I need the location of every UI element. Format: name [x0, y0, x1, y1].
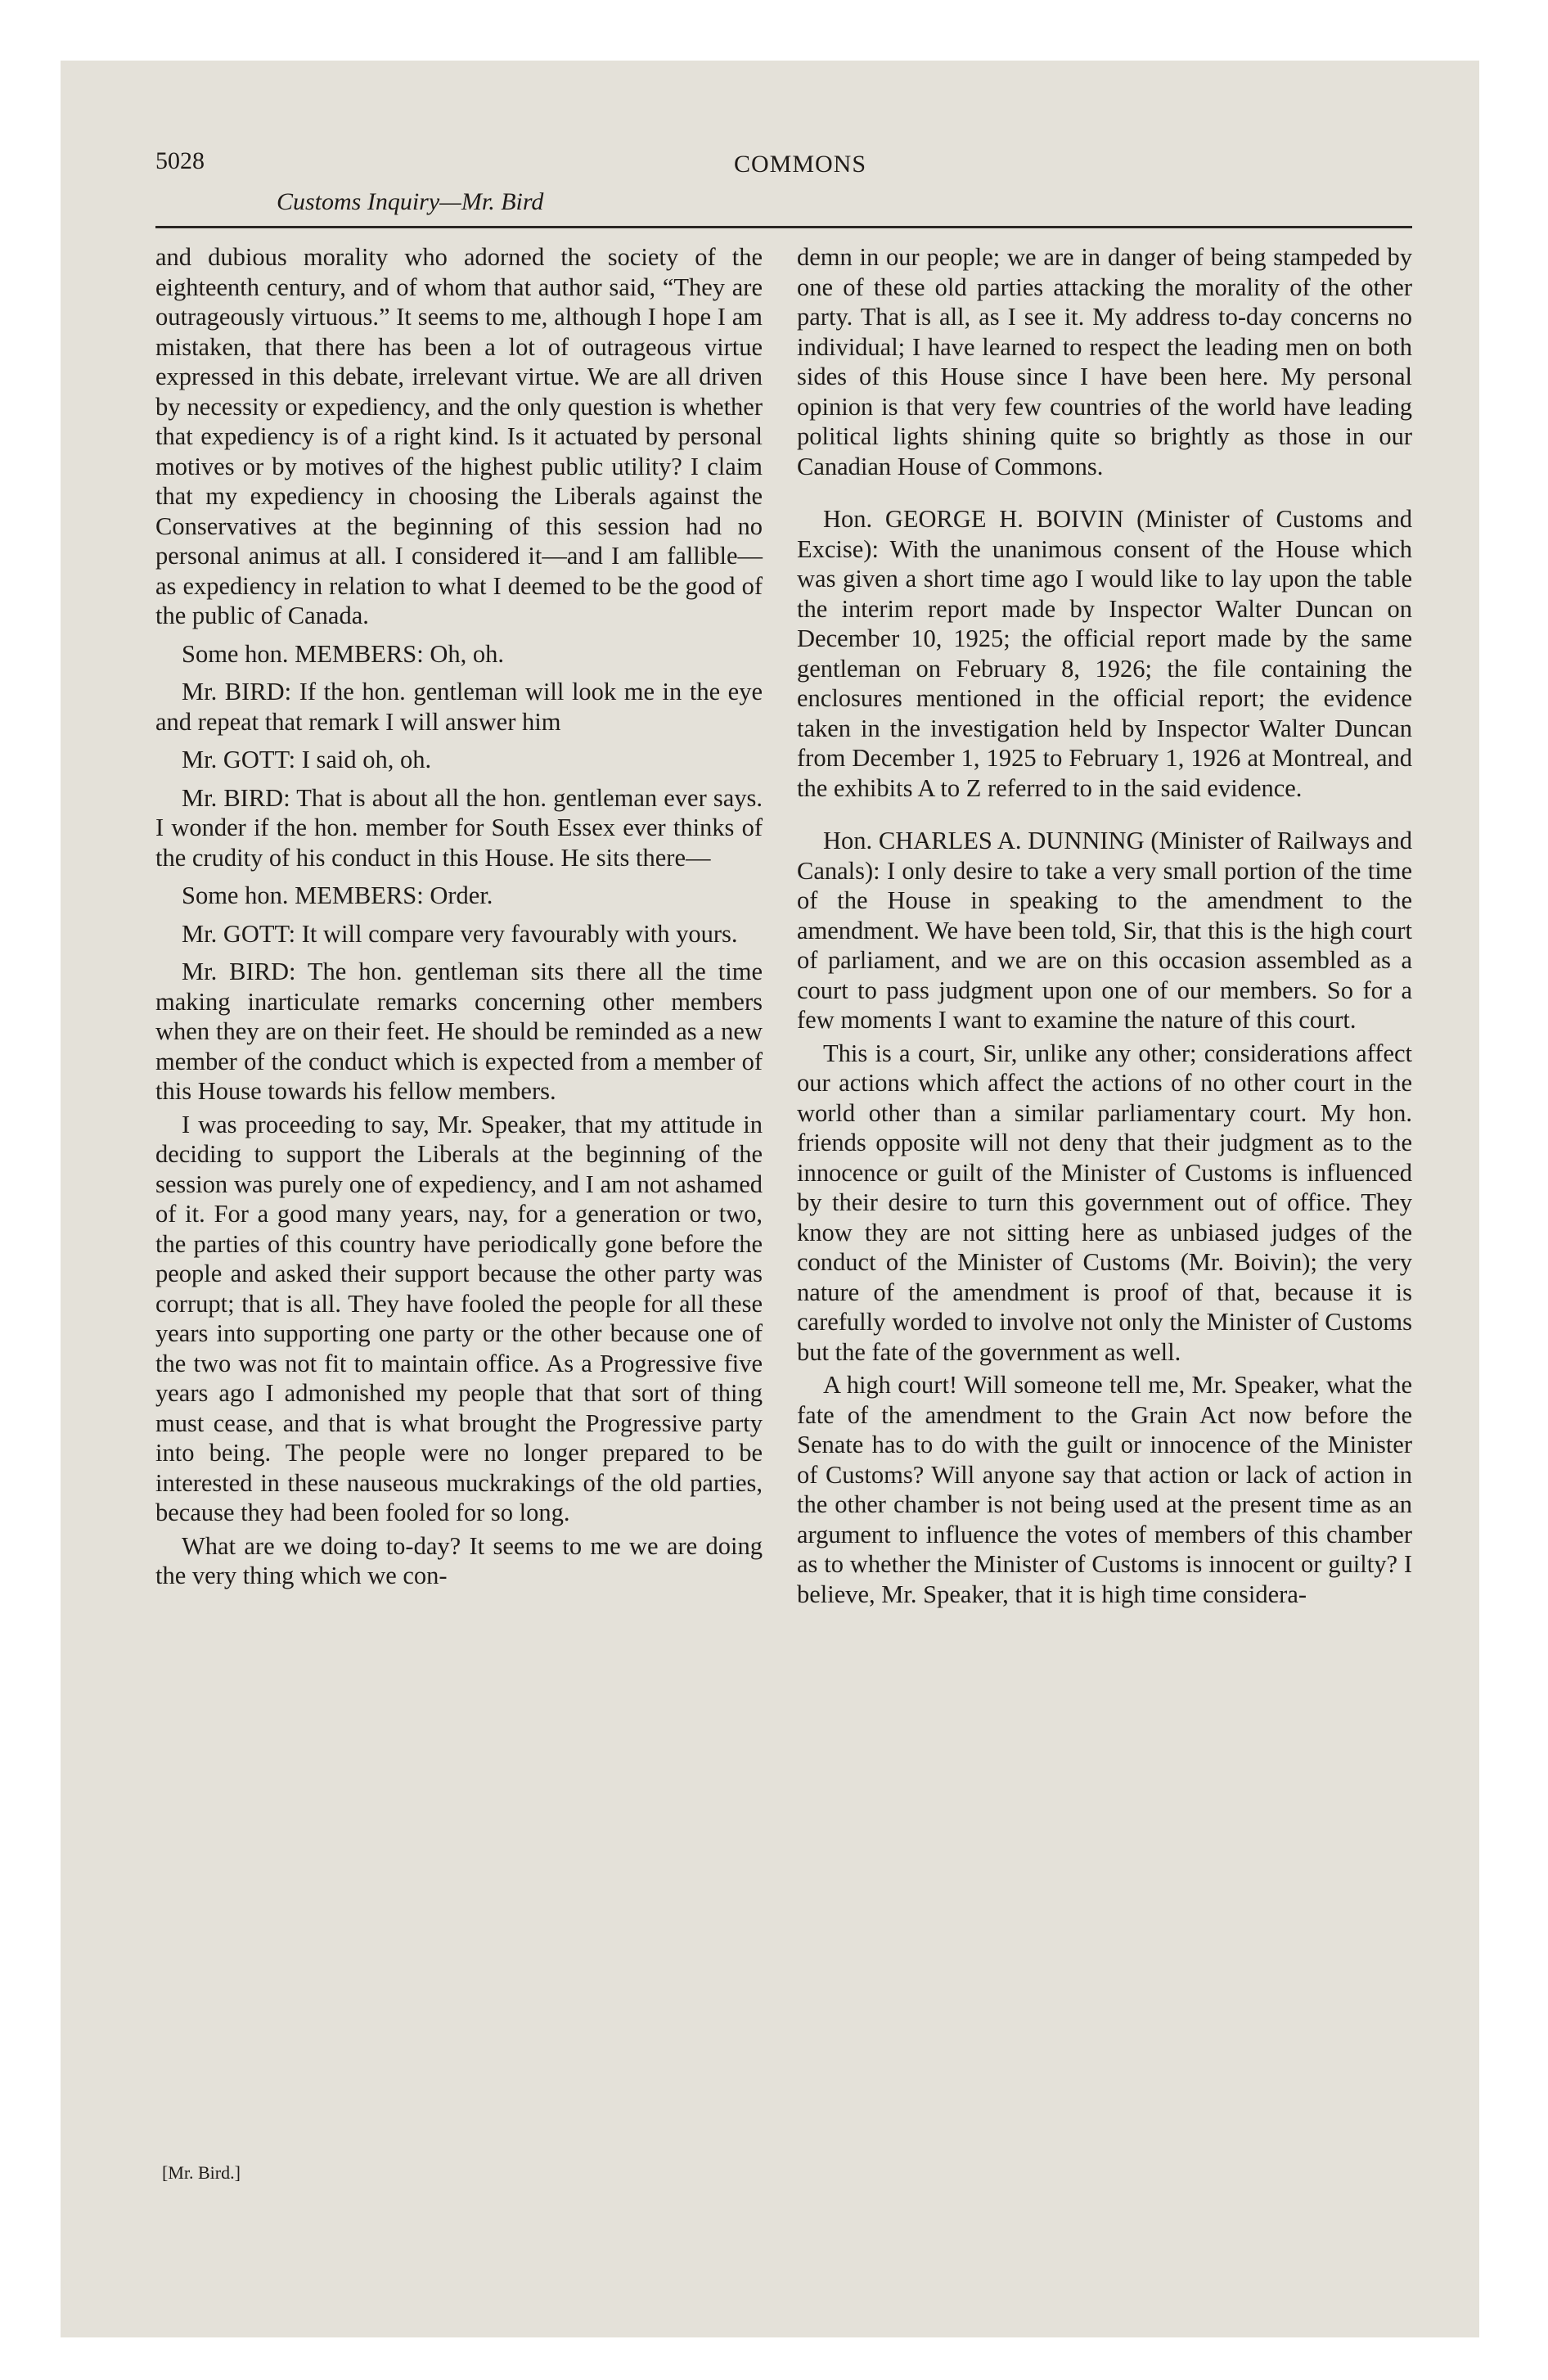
- journal-title: COMMONS: [733, 151, 867, 178]
- page-number: 5028: [155, 147, 205, 174]
- paragraph: Mr. GOTT: It will compare very favourably with yours.: [182, 919, 738, 948]
- paragraph: Mr. BIRD: If the hon. gentleman will look me in the eye and repeat that remark I will answer him: [155, 678, 763, 736]
- header-rule: [155, 226, 1412, 228]
- paragraph: Mr. GOTT: I said oh, oh.: [182, 746, 432, 773]
- left-column: [155, 242, 763, 1591]
- paragraph: This is a court, Sir, unlike any other; considerations affect our actions which affect the actions of no other court in the world other than a similar parliamentary court. My hon. friends opposite will not deny that their judgment as to the innocence or guilt of the Minister of Customs is influenced by their desire to turn this government out of office. They know they are not sitting here as unbiased judges of the conduct of the Minister of Customs (Mr. Boivin); the very nature of the amendment is proof of that, because it is carefully worded to involve not only the Minister of Customs but the fate of the government as well.: [797, 1039, 1412, 1366]
- paragraph: I was proceeding to say, Mr. Speaker, that my attitude in deciding to support the Liberals at the beginning of the session was purely one of expediency, and I am not ashamed of it. For a good many years, nay, for a generation or two, the parties of this country have periodically gone before the people and asked their support because the other party was corrupt; that is all. They have fooled the people for all these years into supporting one party or the other because one of the two was not fit to maintain office. As a Progressive five years ago I admonished my people that that sort of thing must cease, and that is what brought the Progressive party into being. The people were no longer prepared to be interested in these nauseous muckrakings of the old parties, because they had been fooled for so long.: [155, 1110, 763, 1526]
- paragraph: What are we doing to-day? It seems to me we are doing the very thing which we con-: [155, 1531, 763, 1589]
- speaker-footnote: [Mr. Bird.]: [162, 2162, 241, 2183]
- right-column: [797, 242, 1412, 1609]
- paragraph: Some hon. MEMBERS: Oh, oh.: [182, 639, 504, 668]
- running-head: Customs Inquiry—Mr. Bird: [277, 188, 544, 215]
- paragraph-continued: and dubious morality who adorned the society of the eighteenth century, and of whom that author said, “They are outrageously virtuous.” It seems to me, although I hope I am mistaken, that there has been a lot of outrageous virtue expressed in this debate, irrelevant virtue. We are all driven by necessity or expediency, and the only question is whether that expediency is of a right kind. Is it actuated by personal motives or by motives of the highest public utility? I claim that my expediency in choosing the Liberals against the Conservatives at the beginning of this session had no personal animus at all. I considered it—and I am fallible—as expediency in relation to what I deemed to be the good of the public of Canada.: [155, 243, 763, 629]
- paragraph: Mr. BIRD: That is about all the hon. gentleman ever says. I wonder if the hon. member for South Essex ever thinks of the crudity of his conduct in this House. He sits there—: [155, 783, 763, 872]
- paragraph-continued: demn in our people; we are in danger of being stampeded by one of these old parties attacking the morality of the other party. That is all, as I see it. My address to-day concerns no individual; I have learned to respect the leading men on both sides of this House since I have been here. My personal opinion is that very few countries of the world have leading political lights shining quite so brightly as those in our Canadian House of Commons.: [797, 243, 1412, 480]
- paragraph: Some hon. MEMBERS: Order.: [182, 881, 493, 909]
- paragraph: Mr. BIRD: The hon. gentleman sits there all the time making inarticulate remarks concerning other members when they are on their feet. He should be reminded as a new member of the conduct which is expected from a member of this House towards his fellow members.: [155, 958, 763, 1105]
- paragraph: A high court! Will someone tell me, Mr. Speaker, what the fate of the amendment to the Grain Act now before the Senate has to do with the guilt or innocence of the Minister of Customs? Will anyone say that action or lack of action in the other chamber is not being used at the present time as an argument to influence the votes of members of this chamber as to whether the Minister of Customs is innocent or guilty? I believe, Mr. Speaker, that it is high time considera-: [797, 1371, 1412, 1608]
- paragraph: Hon. CHARLES A. DUNNING (Minister of Railways and Canals): I only desire to take a very small portion of the time of the House in speaking to the amendment to the amendment. We have been told, Sir, that this is the high court of parliament, and we are on this occasion assembled as a court to pass judgment upon one of our members. So for a few moments I want to examine the nature of this court.: [797, 827, 1412, 1034]
- page-header: [155, 146, 1412, 219]
- paragraph: Hon. GEORGE H. BOIVIN (Minister of Customs and Excise): With the unanimous consent of the House which was given a short time ago I would like to lay upon the table the interim report made by Inspector Walter Duncan on December 10, 1925; the official report made by the same gentleman on February 8, 1926; the file containing the enclosures mentioned in the official report; the evidence taken in the investigation held by Inspector Walter Duncan from December 1, 1925 to February 1, 1926 at Montreal, and the exhibits A to Z referred to in the said evidence.: [797, 505, 1412, 802]
